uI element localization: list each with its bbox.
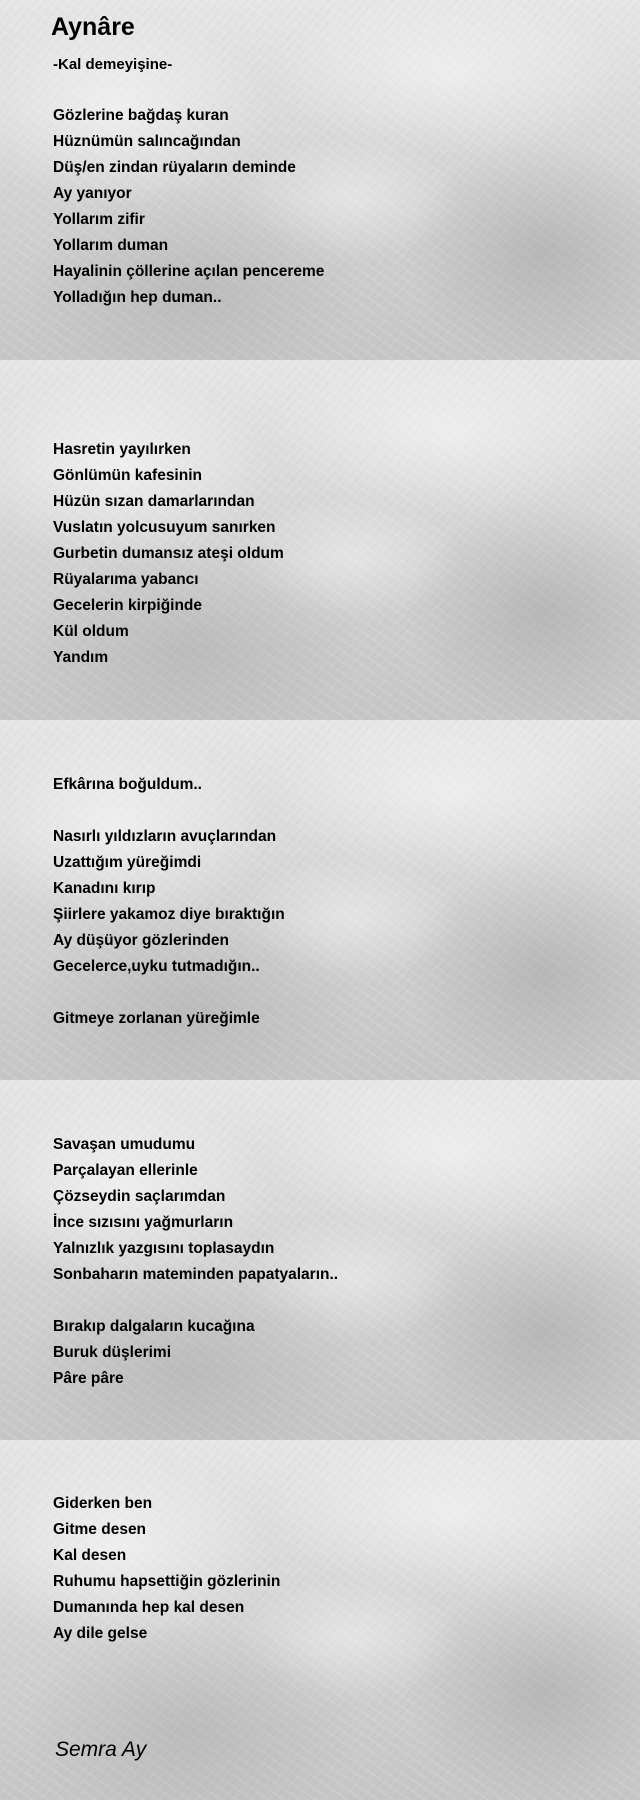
poem-line: Gitme desen [53,1521,147,1538]
poem-stanza [53,1491,280,1647]
poem-line: Dumanında hep kal desen [53,1599,245,1616]
poem-line: Çözseydin saçlarımdan [53,1188,226,1205]
poem-line: Bırakıp dalgaların kucağına [53,1318,255,1335]
poem-line: Pâre pâre [53,1370,124,1387]
poem-author: Semra Ay [55,1738,147,1761]
poem-line: Yollarım zifir [53,211,145,228]
poem-line: Gecelerin kirpiğinde [53,597,203,614]
poem-line: Yandım [53,649,109,666]
poem-line: Kal desen [53,1547,127,1564]
poem-line: Giderken ben [53,1495,153,1512]
poem-line: Gönlümün kafesinin [53,467,202,484]
poem-line: Ruhumu hapsettiğin gözlerinin [53,1573,281,1590]
poem-line: Yalnızlık yazgısını toplasaydın [53,1240,275,1257]
poem-line: Yollarım duman [53,237,169,254]
poem-line: Gurbetin dumansız ateşi oldum [53,545,284,562]
poem-line: Ay yanıyor [53,185,132,202]
poem-line: Hayalinin çöllerine açılan pencereme [53,263,325,280]
poem-line: Savaşan umudumu [53,1136,196,1153]
poem-line: Buruk düşlerimi [53,1344,171,1361]
poem-line: Uzattığım yüreğimdi [53,854,202,871]
poem-stanza [53,824,285,980]
poem-title: Aynâre [51,13,135,41]
poem-line: Ay düşüyor gözlerinden [53,932,229,949]
poem-line: Gözlerine bağdaş kuran [53,107,229,124]
poem-stanza [53,1132,338,1288]
poem-stanza [53,103,324,311]
poem-line: Kanadını kırıp [53,880,156,897]
poem-line: Kül oldum [53,623,129,640]
poem-line: Rüyalarıma yabancı [53,571,199,588]
poem-line: Parçalayan ellerinle [53,1162,198,1179]
poem-stanza [53,437,284,671]
poem-line: Düş/en zindan rüyaların deminde [53,159,296,176]
poem-line: Şiirlere yakamoz diye bıraktığın [53,906,285,923]
poem-line: Vuslatın yolcusuyum sanırken [53,519,276,536]
poem-line: Efkârına boğuldum.. [53,776,202,793]
poem-line: Gecelerce,uyku tutmadığın.. [53,958,260,975]
poem-line: Ay dile gelse [53,1625,148,1642]
poem-line: Yolladığın hep duman.. [53,289,222,306]
poem-line: İnce sızısını yağmurların [53,1214,234,1231]
poem-subtitle: -Kal demeyişine- [53,56,173,73]
poem-line: Sonbaharın mateminden papatyaların.. [53,1266,339,1283]
poem-line: Hasretin yayılırken [53,441,191,458]
poem-stanza [53,1006,260,1032]
poem-line: Nasırlı yıldızların avuçlarından [53,828,277,845]
poem-line: Hüznümün salıncağından [53,133,241,150]
poem-stanza [53,1314,255,1392]
poem-stanza [53,772,202,798]
poem-line: Hüzün sızan damarlarından [53,493,255,510]
poem-line: Gitmeye zorlanan yüreğimle [53,1010,260,1027]
